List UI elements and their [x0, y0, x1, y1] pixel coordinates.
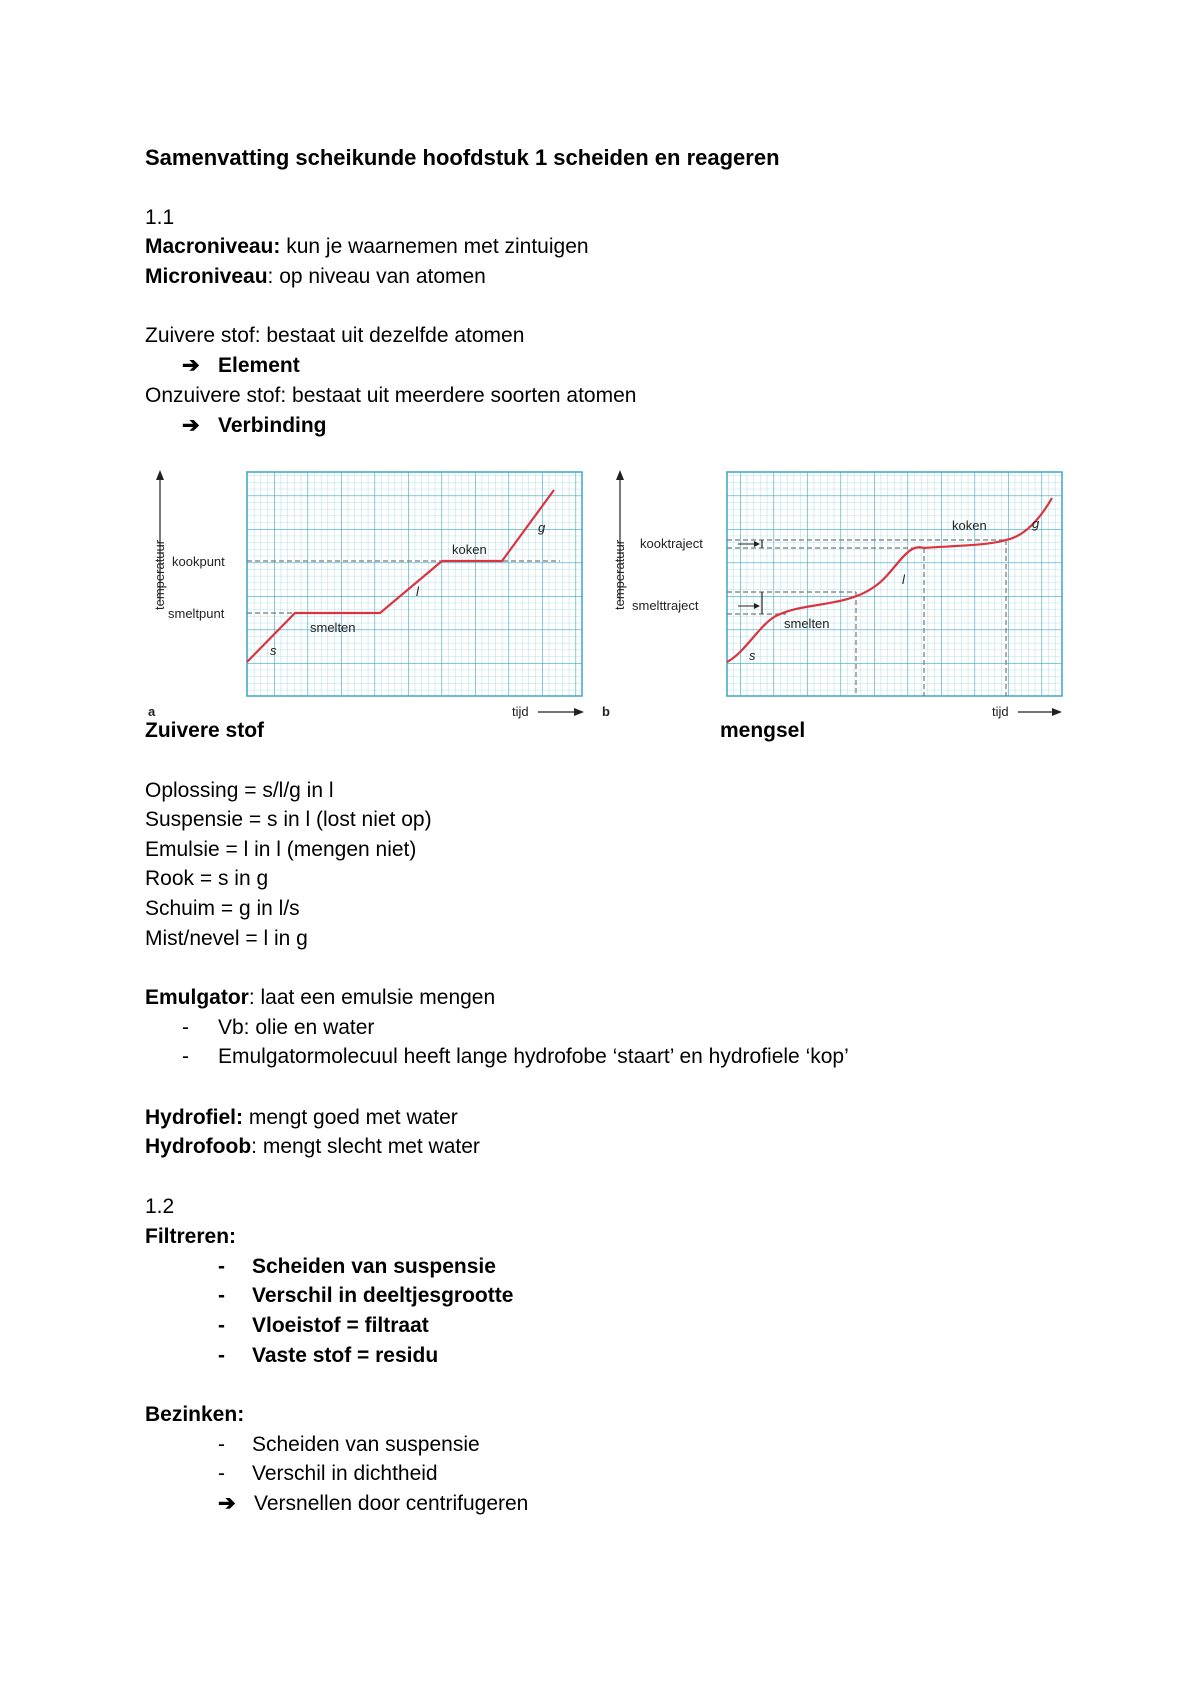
hydrofiel-term: Hydrofiel:: [145, 1106, 244, 1129]
section-number-1-2: 1.2: [145, 1195, 175, 1218]
bezinken-arrow-line: [218, 1490, 528, 1518]
phase-g-label: g: [1032, 516, 1040, 531]
mixture-item: Rook = s in g: [145, 867, 269, 890]
micro-line: [145, 263, 486, 291]
bullet-text: Verschil in dichtheid: [252, 1462, 438, 1485]
bullet-text: Vloeistof = filtraat: [252, 1314, 429, 1337]
emulgator-line: [145, 984, 495, 1012]
hydrofiel-line: [145, 1104, 458, 1132]
dash-bullet-icon: -: [218, 1314, 225, 1337]
mixture-item: Mist/nevel = l in g: [145, 927, 308, 950]
right-arrow-icon: ➔: [182, 354, 200, 377]
filtreren-item: [218, 1282, 513, 1310]
phase-s-label: s: [270, 643, 277, 658]
y-axis-label: temperatuur: [152, 539, 167, 610]
filtreren-title: Filtreren:: [145, 1225, 237, 1248]
bullet-text: Vaste stof = residu: [252, 1344, 439, 1367]
phase-l-label: l: [902, 572, 905, 587]
emulgator-definition: : laat een emulsie mengen: [248, 986, 496, 1009]
emulgator-bullet: [182, 1043, 849, 1071]
kooktraject-label: kooktraject: [640, 536, 703, 551]
x-axis-label: tijd: [992, 704, 1009, 719]
bullet-text: Scheiden van suspensie: [252, 1433, 480, 1456]
impure-result: Verbinding: [218, 414, 327, 437]
dash-bullet-icon: -: [182, 1016, 189, 1039]
hydrofoob-term: Hydrofoob: [145, 1135, 252, 1158]
dash-bullet-icon: -: [218, 1284, 225, 1307]
hydrofoob-definition: : mengt slecht met water: [251, 1135, 480, 1158]
heating-curve-pure: [140, 462, 600, 722]
smelten-label: smelten: [310, 620, 356, 635]
y-axis-label: temperatuur: [612, 539, 627, 610]
pure-result: Element: [218, 354, 300, 377]
smelten-label: smelten: [784, 616, 830, 631]
hydrofoob-line: [145, 1133, 480, 1161]
kookpunt-label: kookpunt: [172, 554, 225, 569]
x-axis-label: tijd: [512, 704, 529, 719]
bezinken-item: [218, 1460, 438, 1488]
pure-substance-line: Zuivere stof: bestaat uit dezelfde atomen: [145, 324, 525, 347]
mixture-item: Emulsie = l in l (mengen niet): [145, 838, 417, 861]
dash-bullet-icon: -: [218, 1344, 225, 1367]
dash-bullet-icon: -: [218, 1255, 225, 1278]
bullet-text: Vb: olie en water: [218, 1016, 375, 1039]
bezinken-title: Bezinken:: [145, 1403, 245, 1426]
x-arrowhead-icon: [574, 708, 584, 716]
grid-background: [727, 472, 1062, 696]
smelttraject-label: smelttraject: [632, 598, 699, 613]
dash-bullet-icon: -: [182, 1045, 189, 1068]
koken-label: koken: [452, 542, 487, 557]
bullet-text: Verschil in deeltjesgrootte: [252, 1284, 514, 1307]
mixture-item: Oplossing = s/l/g in l: [145, 779, 334, 802]
macro-line: [145, 233, 589, 261]
bullet-text: Scheiden van suspensie: [252, 1255, 496, 1278]
filtreren-item: [218, 1342, 438, 1370]
hydrofiel-definition: mengt goed met water: [243, 1106, 458, 1129]
impure-result-line: [182, 412, 327, 440]
heating-curve-mixture: [602, 462, 1066, 722]
bezinken-arrow-text: Versnellen door centrifugeren: [254, 1492, 529, 1515]
phase-l-label: l: [416, 584, 419, 599]
micro-term: Microniveau: [145, 265, 268, 288]
section-number-1-1: 1.1: [145, 206, 175, 229]
emulgator-term: Emulgator: [145, 986, 249, 1009]
figure-letter-a: a: [148, 704, 156, 719]
x-arrowhead-icon: [1052, 708, 1062, 716]
impure-substance-line: Onzuivere stof: bestaat uit meerdere soorten atomen: [145, 384, 637, 407]
caption-pure: Zuivere stof: [145, 719, 265, 742]
bezinken-item: [218, 1431, 480, 1459]
filtreren-item: [218, 1312, 429, 1340]
emulgator-bullet: [182, 1014, 374, 1042]
dash-bullet-icon: -: [218, 1462, 225, 1485]
figure-letter-b: b: [602, 704, 610, 719]
right-arrow-icon: ➔: [182, 414, 200, 437]
macro-definition: kun je waarnemen met zintuigen: [280, 235, 589, 258]
smeltpunt-label: smeltpunt: [168, 606, 225, 621]
micro-definition: : op niveau van atomen: [267, 265, 486, 288]
right-arrow-icon: ➔: [218, 1492, 236, 1515]
phase-g-label: g: [538, 520, 546, 535]
pure-result-line: [182, 352, 300, 380]
macro-term: Macroniveau:: [145, 235, 281, 258]
y-arrowhead-icon: [156, 470, 164, 480]
koken-label: koken: [952, 518, 987, 533]
caption-mixture: mengsel: [720, 719, 806, 742]
bullet-text: Emulgatormolecuul heeft lange hydrofobe ‘staart’ en hydrofiele ‘kop’: [218, 1045, 849, 1068]
y-arrowhead-icon: [616, 470, 624, 480]
document-title: Samenvatting scheikunde hoofdstuk 1 scheiden en reageren: [145, 145, 780, 170]
mixture-item: Suspensie = s in l (lost niet op): [145, 808, 432, 831]
phase-s-label: s: [749, 648, 756, 663]
mixture-item: Schuim = g in l/s: [145, 897, 300, 920]
dash-bullet-icon: -: [218, 1433, 225, 1456]
filtreren-item: [218, 1253, 496, 1281]
